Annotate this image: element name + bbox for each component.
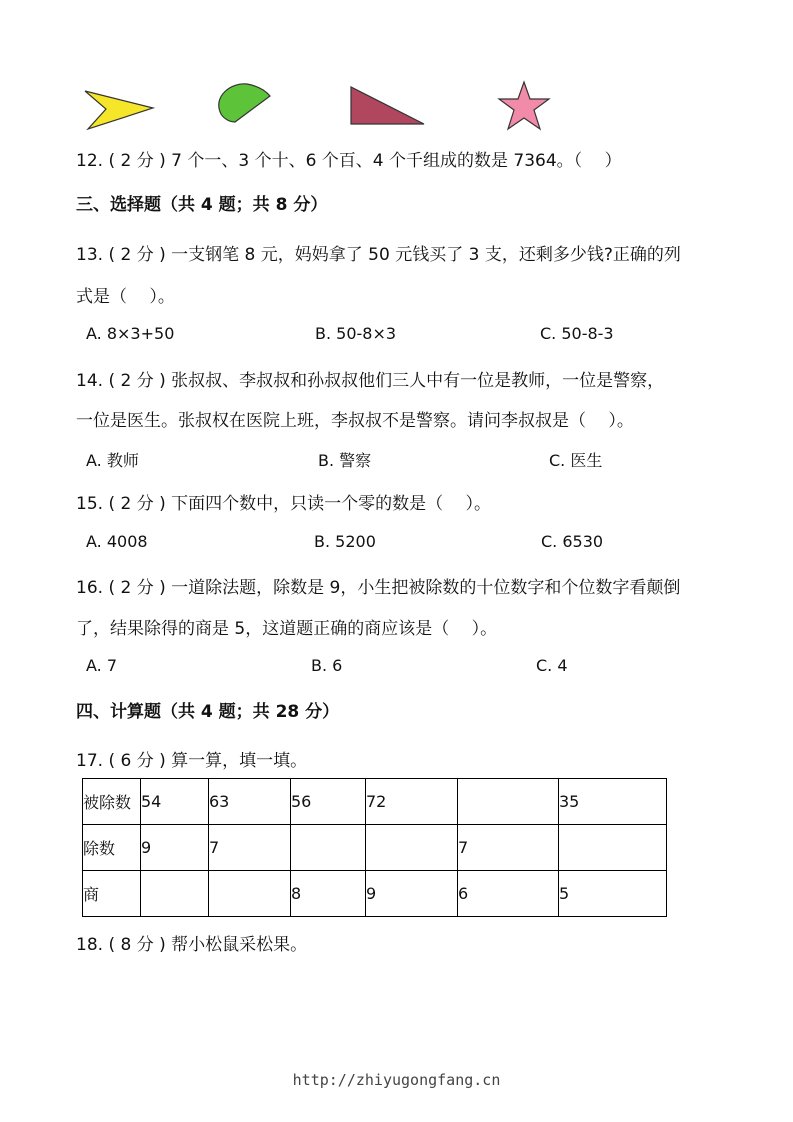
question-14-line2: 一位是医生。张叔权在医院上班，李叔叔不是警察。请问李叔叔是（ ）。 — [76, 411, 634, 431]
question-13-line1: 13. ( 2 分 ) 一支钢笔 8 元，妈妈拿了 50 元钱买了 3 支，还剩多少钱?正确的列 — [76, 245, 681, 265]
red-triangle-icon — [351, 87, 424, 124]
table-row — [83, 825, 667, 871]
table-cell: 7 — [458, 825, 559, 871]
section-3-heading: 三、选择题（共 4 题；共 8 分） — [76, 195, 328, 215]
yellow-triangle-icon — [85, 91, 153, 129]
table-cell — [291, 825, 366, 871]
question-14-option-b: B. 警察 — [318, 451, 372, 470]
question-13-option-c: C. 50-8-3 — [540, 324, 614, 343]
question-12: 12. ( 2 分 ) 7 个一、3 个十、6 个百、4 个千组成的数是 7364。（ ） — [76, 151, 622, 171]
question-16-option-c: C. 4 — [536, 656, 568, 675]
question-16-line2: 了，结果除得的商是 5，这道题正确的商应该是（ ）。 — [76, 619, 498, 639]
question-14-option-a: A. 教师 — [86, 451, 139, 470]
shapes-row — [0, 0, 793, 150]
table-cell: 8 — [291, 871, 366, 917]
table-cell: 9 — [141, 825, 209, 871]
table-row — [83, 871, 667, 917]
table-row — [83, 779, 667, 825]
question-18: 18. ( 8 分 ) 帮小松鼠采松果。 — [76, 935, 308, 955]
table-cell: 72 — [366, 779, 458, 825]
question-14-option-c: C. 医生 — [549, 451, 603, 470]
table-cell: 54 — [141, 779, 209, 825]
question-14-line1: 14. ( 2 分 ) 张叔叔、李叔叔和孙叔叔他们三人中有一位是教师，一位是警察， — [76, 371, 665, 391]
question-16-line1: 16. ( 2 分 ) 一道除法题，除数是 9，小生把被除数的十位数字和个位数字看颠倒 — [76, 578, 681, 598]
table-cell — [458, 779, 559, 825]
section-4-heading: 四、计算题（共 4 题；共 28 分） — [76, 702, 340, 722]
question-15-option-b: B. 5200 — [314, 532, 376, 551]
division-table — [82, 778, 667, 917]
table-cell — [559, 825, 667, 871]
table-cell: 9 — [366, 871, 458, 917]
question-17: 17. ( 6 分 ) 算一算，填一填。 — [76, 751, 308, 771]
table-cell: 商 — [83, 871, 141, 917]
table-cell: 35 — [559, 779, 667, 825]
table-cell: 除数 — [83, 825, 141, 871]
table-cell — [141, 871, 209, 917]
footer-url[interactable]: http://zhiyugongfang.cn — [292, 1071, 501, 1089]
table-cell — [366, 825, 458, 871]
question-15-option-c: C. 6530 — [541, 532, 604, 551]
question-13-option-b: B. 50-8×3 — [315, 324, 397, 343]
question-15-option-a: A. 4008 — [86, 532, 148, 551]
table-cell: 63 — [209, 779, 291, 825]
table-cell: 被除数 — [83, 779, 141, 825]
question-16-option-a: A. 7 — [86, 656, 118, 675]
table-cell: 6 — [458, 871, 559, 917]
question-13-line2: 式是（ ）。 — [76, 287, 175, 307]
table-cell — [209, 871, 291, 917]
question-16-option-b: B. 6 — [311, 656, 343, 675]
green-sector-icon — [219, 84, 270, 122]
pink-star-icon — [499, 82, 549, 129]
table-cell: 7 — [209, 825, 291, 871]
table-cell: 5 — [559, 871, 667, 917]
question-13-option-a: A. 8×3+50 — [86, 324, 175, 343]
table-cell: 56 — [291, 779, 366, 825]
question-15: 15. ( 2 分 ) 下面四个数中，只读一个零的数是（ ）。 — [76, 494, 492, 514]
